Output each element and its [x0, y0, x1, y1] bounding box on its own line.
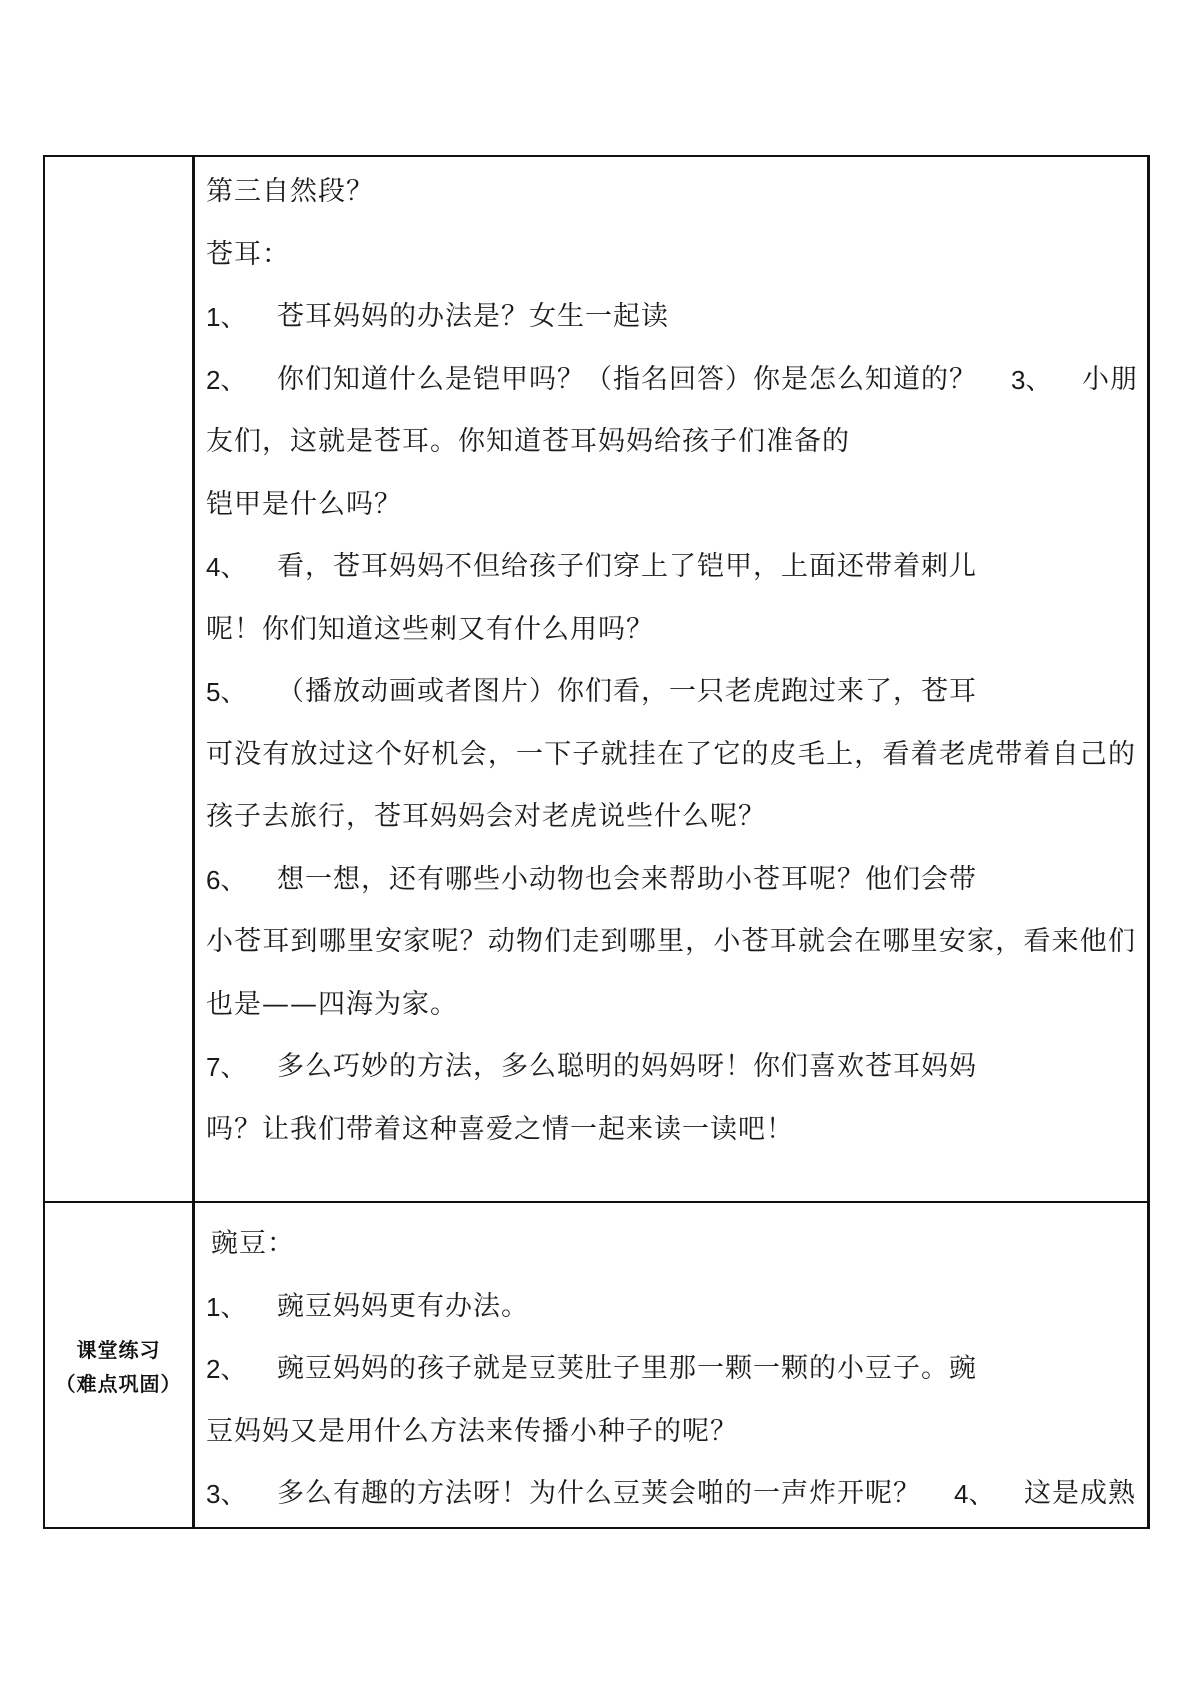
- item-number: 1、: [206, 1291, 247, 1322]
- content-line: [206, 786, 1136, 849]
- line-text: 豆妈妈又是用什么方法来传播小种子的呢？: [206, 1415, 738, 1447]
- content-line: [206, 1099, 1136, 1162]
- line-text: 想一想，还有哪些小动物也会来帮助小苍耳呢？他们会带: [277, 863, 977, 895]
- row-divider: [43, 1201, 1150, 1203]
- line-text: （播放动画或者图片）你们看，一只老虎跑过来了，苍耳: [277, 676, 977, 707]
- subheading: 苍耳：: [206, 238, 290, 270]
- line-text: 多么巧妙的方法，多么聪明的妈妈呀！你们喜欢苍耳妈妈: [277, 1051, 977, 1082]
- item-number: 4、: [206, 552, 247, 582]
- content-line: [206, 411, 1136, 474]
- item-number: 2、: [206, 1354, 247, 1384]
- row-2-content-cell: [206, 1213, 1136, 1526]
- line-text: 呢！你们知道这些刺又有什么用吗？: [206, 613, 654, 645]
- row-1-content-cell: [206, 161, 1136, 1161]
- content-line: [206, 911, 1136, 974]
- item-number: 3、: [206, 1479, 247, 1509]
- item-number: 1、: [206, 302, 247, 332]
- line-text: 也是——四海为家。: [206, 988, 458, 1020]
- section-heading: 第三自然段？: [206, 176, 374, 207]
- content-line: [206, 1036, 1136, 1099]
- content-line: [206, 1401, 1136, 1464]
- content-line: [206, 724, 1136, 787]
- content-line: [206, 224, 1136, 287]
- subheading: 豌豆：: [211, 1228, 295, 1259]
- content-line: [206, 1276, 1136, 1339]
- item-number: 7、: [206, 1052, 247, 1082]
- line-text: 多么有趣的方法呀！为什么豆荚会啪的一声炸开呢？: [277, 1478, 921, 1509]
- item-number: 2、: [206, 364, 247, 395]
- content-line: [206, 599, 1136, 662]
- line-text: 苍耳妈妈的办法是？女生一起读: [277, 301, 669, 332]
- line-text: 可没有放过这个好机会，一下子就挂在了它的皮毛上，看着老虎带着自己的: [206, 738, 1136, 770]
- content-line: [206, 286, 1136, 349]
- row-label-title: 课堂练习: [76, 1340, 161, 1362]
- content-line: [206, 1213, 1136, 1276]
- column-divider: [192, 155, 195, 1529]
- line-text: 小朋: [1082, 363, 1138, 395]
- line-text: 孩子去旅行，苍耳妈妈会对老虎说些什么呢？: [206, 801, 766, 832]
- content-line: [206, 349, 1136, 412]
- content-line: [206, 849, 1136, 912]
- content-line: [206, 536, 1136, 599]
- line-text: 这是成熟: [1024, 1478, 1136, 1509]
- line-text: 小苍耳到哪里安家呢？动物们走到哪里，小苍耳就会在哪里安家，看来他们: [206, 926, 1136, 957]
- row-2-label-cell: [45, 1334, 192, 1402]
- content-line: [206, 1463, 1136, 1526]
- line-text: 豌豆妈妈更有办法。: [277, 1290, 529, 1322]
- content-line: [206, 974, 1136, 1037]
- content-line: [206, 474, 1136, 537]
- row-label-subtitle: （难点巩固）: [55, 1374, 182, 1396]
- line-text: 看，苍耳妈妈不但给孩子们穿上了铠甲，上面还带着刺儿: [277, 551, 977, 582]
- item-number: 5、: [206, 677, 247, 707]
- line-text: 友们，这就是苍耳。你知道苍耳妈妈给孩子们准备的: [206, 426, 850, 457]
- item-number: 6、: [206, 864, 247, 895]
- content-line: [206, 661, 1136, 724]
- line-text: 豌豆妈妈的孩子就是豆荚肚子里那一颗一颗的小豆子。豌: [277, 1353, 977, 1384]
- content-line: [206, 161, 1136, 224]
- line-text: 铠甲是什么吗？: [206, 488, 402, 520]
- content-line: [206, 1338, 1136, 1401]
- item-number: 4、: [954, 1479, 995, 1509]
- line-text: 你们知道什么是铠甲吗？（指名回答）你是怎么知道的？: [277, 363, 977, 395]
- item-number: 3、: [1011, 364, 1052, 395]
- line-text: 吗？让我们带着这种喜爱之情一起来读一读吧！: [206, 1113, 794, 1145]
